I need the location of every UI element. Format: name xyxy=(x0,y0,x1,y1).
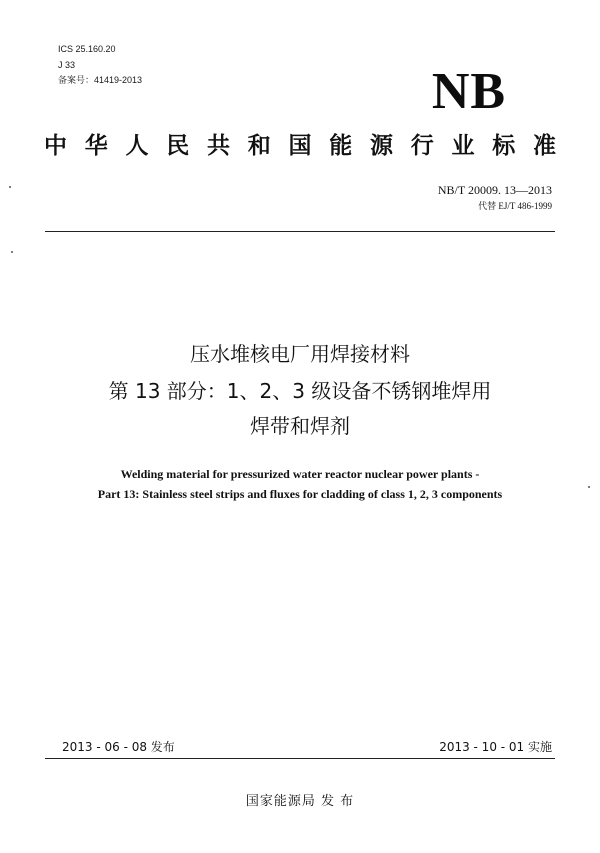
title-cn-line2: 第 13 部分：1、2、3 级设备不锈钢堆焊用 xyxy=(108,379,492,403)
title-en-line1: Welding material for pressurized water reactor nuclear power plants - xyxy=(120,467,480,481)
issue-date: 2013 - 06 - 08 发布 xyxy=(62,740,175,754)
nb-logo: NB xyxy=(431,63,507,120)
publisher-name: 国家能源局 发 布 xyxy=(245,794,355,809)
scan-speck xyxy=(588,486,590,488)
ics-code: ICS 25.160.20 xyxy=(58,44,116,54)
scan-speck xyxy=(9,186,11,188)
title-en-line2: Part 13: Stainless steel strips and fluxes for cladding of class 1, 2, 3 components xyxy=(97,487,503,501)
standard-number: NB/T 20009. 13—2013 xyxy=(437,183,552,197)
replaces-standard: 代替 EJ/T 486-1999 xyxy=(478,201,552,211)
scan-speck xyxy=(11,251,13,253)
implementation-date: 2013 - 10 - 01 实施 xyxy=(439,740,552,754)
ccs-code: J 33 xyxy=(58,60,76,70)
footer-divider xyxy=(45,758,555,759)
filing-number: 备案号：41419-2013 xyxy=(58,75,143,85)
title-cn-line1: 压水堆核电厂用焊接材料 xyxy=(190,342,410,366)
title-cn-line3: 焊带和焊剂 xyxy=(250,414,350,438)
standard-category-title: 中华人民共和国能源行业标准 xyxy=(44,133,556,159)
header-divider xyxy=(45,231,555,232)
